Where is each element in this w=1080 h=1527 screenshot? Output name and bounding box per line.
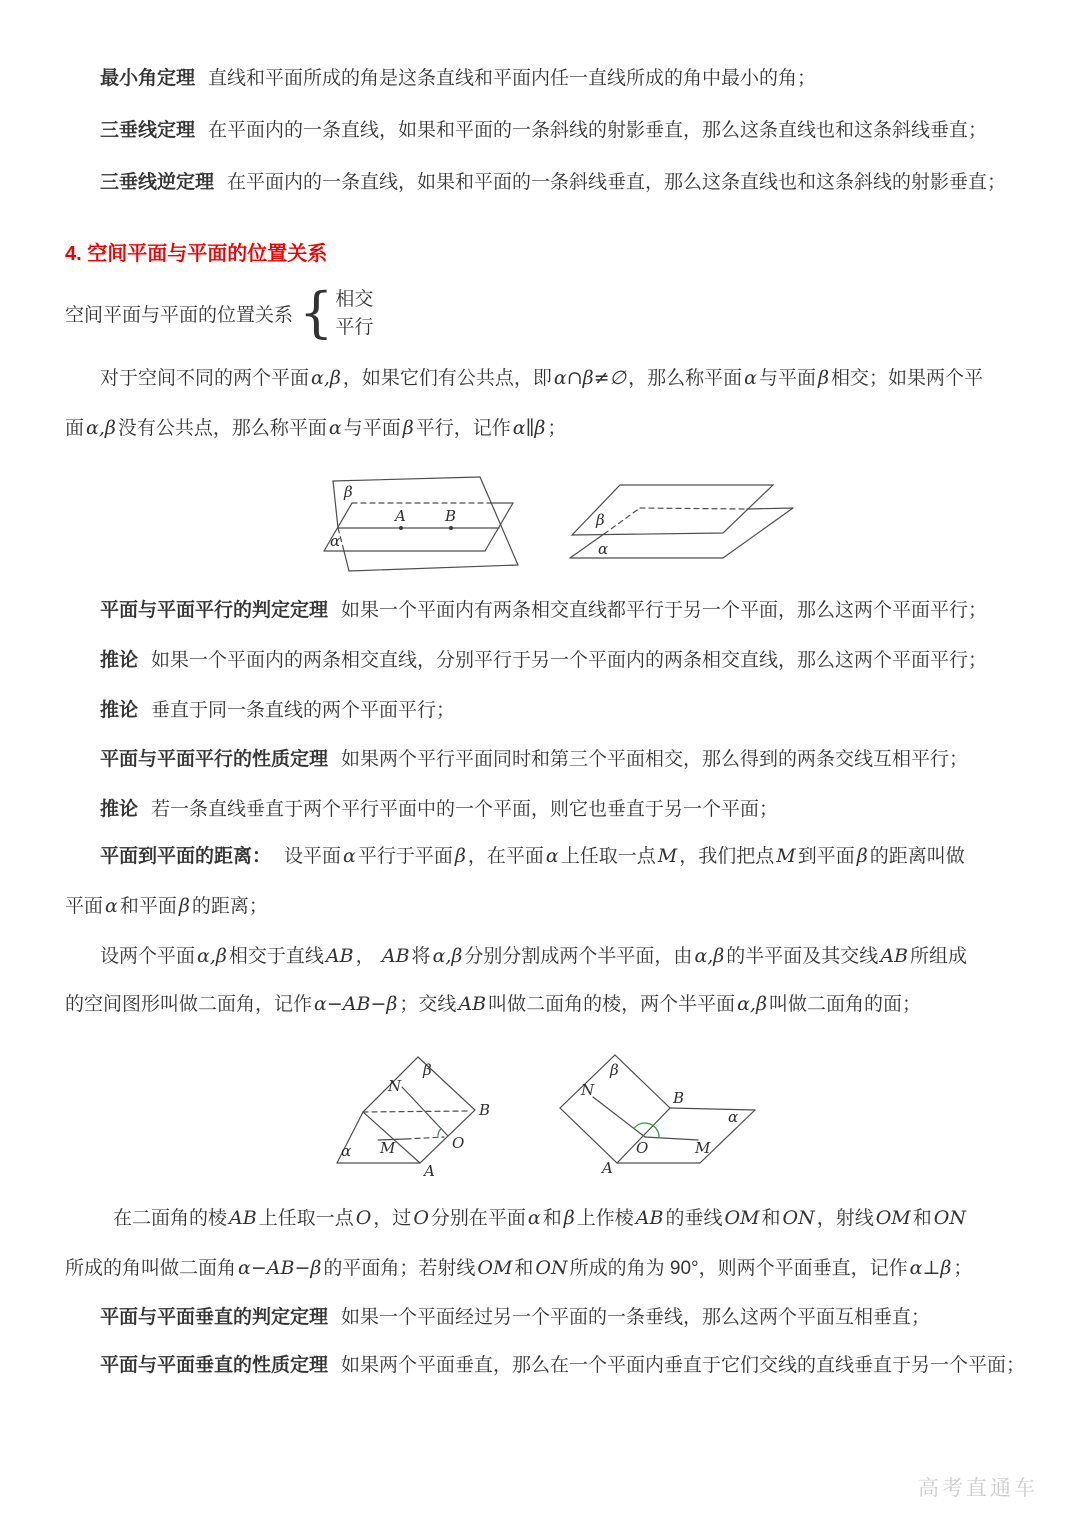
text-run: ，过	[373, 1208, 412, 1229]
text-run: ，	[355, 946, 380, 967]
math-expression: α	[105, 895, 118, 917]
bold-term: 三垂线定理	[100, 120, 196, 141]
text-run: 对于空间不同的两个平面	[100, 368, 310, 389]
text-run: 没有公共点，那么称平面	[117, 418, 327, 439]
text-run: 的平面角；若射线	[323, 1258, 476, 1279]
text-run: 如果两个平面垂直，那么在一个平面内垂直于它们交线的直线垂直于另一个平面；	[341, 1355, 1026, 1376]
math-expression: β	[856, 845, 868, 867]
figure-dihedral-angle-right	[552, 1043, 797, 1188]
math-expression: α,β	[432, 945, 463, 967]
label-point-N: N	[581, 1081, 595, 1099]
math-expression: β	[402, 417, 414, 439]
text-run: ，射线	[816, 1208, 874, 1229]
text-run: 如果两个平行平面同时和第三个平面相交，那么得到的两条交线互相平行；	[341, 749, 969, 770]
text-run: 所成的角叫做二面角	[65, 1258, 237, 1279]
label-point-A: A	[424, 1162, 435, 1180]
label-alpha: α	[330, 532, 341, 550]
math-expression: α,β	[694, 945, 725, 967]
bold-term: 推论	[100, 650, 139, 671]
text-run: 面	[65, 418, 85, 439]
math-expression: α,β	[737, 993, 767, 1015]
label-beta: β	[596, 511, 605, 529]
math-expression: AB	[325, 945, 354, 967]
text-line	[65, 1193, 972, 1243]
math-expression: α,β	[86, 417, 116, 439]
math-expression: α,β	[311, 367, 341, 389]
text-run: 的距离叫做	[869, 846, 965, 867]
math-expression: AB	[458, 993, 487, 1015]
math-expression: α−AB−β	[238, 1257, 322, 1279]
text-run: 相交；如果两个平	[830, 368, 983, 389]
math-expression: AB	[229, 1207, 257, 1229]
text-run: 分别分割成两个半平面，由	[464, 946, 693, 967]
text-run: 和	[542, 1208, 562, 1229]
bold-term: 推论	[100, 799, 139, 820]
text-run: 和	[761, 1208, 781, 1229]
paragraph-intersecting-planes	[65, 353, 983, 453]
math-expression: OM	[875, 1207, 911, 1229]
math-expression: α∩β≠∅	[553, 367, 627, 389]
paragraph-plane-angle	[65, 1193, 972, 1293]
case-intersect: 相交	[335, 288, 374, 310]
text-run: 相交于直线	[228, 946, 324, 967]
text-line	[65, 353, 983, 403]
text-run: 将	[411, 946, 431, 967]
bold-term: 三垂线逆定理	[100, 172, 215, 193]
text-line	[65, 157, 1006, 209]
math-expression: β	[817, 367, 829, 389]
math-expression: OM	[477, 1257, 513, 1279]
text-run: 的半平面及其交线	[726, 946, 879, 967]
text-run: 在二面角的棱	[113, 1208, 228, 1229]
math-expression: α	[545, 845, 559, 867]
text-run: 上任取一点	[560, 846, 656, 867]
text-line	[65, 105, 1006, 157]
text-line	[65, 1243, 972, 1293]
text-run: 如果一个平面内的两条相交直线，分别平行于另一个平面内的两条相交直线，那么这两个平面平行；	[151, 650, 988, 671]
text-line	[65, 1342, 1025, 1390]
math-expression: α	[527, 1207, 541, 1229]
bold-term: 平面到平面的距离：	[100, 846, 272, 867]
label-point-A: A	[602, 1159, 613, 1177]
watermark: 高考直通车	[918, 1477, 1038, 1500]
text-run: 的距离；	[191, 896, 268, 917]
text-run: 设平面	[284, 846, 342, 867]
text-line	[65, 53, 1006, 105]
bold-term: 推论	[100, 700, 139, 721]
text-run: 和平面	[119, 896, 177, 917]
paragraph-dihedral-angle	[65, 932, 967, 1028]
text-run: ；	[953, 1258, 973, 1279]
text-line	[65, 831, 965, 881]
figure-dihedral-angle-left	[328, 1043, 513, 1188]
text-run: 垂直于同一条直线的两个平面平行；	[151, 700, 456, 721]
text-run: 在平面内的一条直线，如果和平面的一条斜线垂直，那么这条直线也和这条斜线的射影垂直；	[227, 172, 1007, 193]
label-alpha: α	[341, 1142, 352, 1160]
label-point-N: N	[388, 1077, 402, 1095]
text-run: 的空间图形叫做二面角，记作	[65, 994, 313, 1015]
text-line	[65, 686, 987, 736]
math-expression: OM	[724, 1207, 760, 1229]
label-point-B: B	[479, 1101, 491, 1119]
text-run: 平面	[65, 896, 104, 917]
text-run: ，如果它们有公共点，即	[342, 368, 552, 389]
label-point-A: A	[395, 507, 406, 525]
text-run: 和	[912, 1208, 932, 1229]
formula-cases	[335, 288, 373, 338]
bold-term: 平面与平面垂直的判定定理	[100, 1307, 329, 1328]
math-expression: β	[563, 1207, 575, 1229]
text-run: ；	[547, 418, 567, 439]
text-run: 到平面	[797, 846, 855, 867]
bold-term: 平面与平面垂直的性质定理	[100, 1355, 329, 1376]
formula-lead-text: 空间平面与平面的位置关系	[65, 303, 294, 326]
text-run: 如果一个平面经过另一个平面的一条垂线，那么这两个平面互相垂直；	[341, 1307, 931, 1328]
math-expression: AB	[635, 1207, 664, 1229]
text-run: 与平面	[343, 418, 401, 439]
bold-term: 平面与平面平行的判定定理	[100, 600, 329, 621]
text-line	[65, 980, 967, 1028]
math-expression: α,β	[197, 945, 227, 967]
math-expression: O	[355, 1207, 372, 1229]
label-alpha: α	[598, 540, 609, 558]
math-expression: AB	[880, 945, 908, 967]
text-run: 在平面内的一条直线，如果和平面的一条斜线的射影垂直，那么这条直线也和这条斜线垂直；	[208, 120, 988, 141]
math-expression: AB	[381, 945, 410, 967]
label-alpha: α	[728, 1108, 739, 1126]
text-line	[65, 1294, 1025, 1342]
label-point-M: M	[695, 1139, 711, 1157]
text-run: ，那么称平面	[628, 368, 743, 389]
figure-intersecting-planes	[318, 463, 540, 589]
text-line	[65, 636, 987, 686]
math-expression: O	[413, 1207, 429, 1229]
case-parallel: 平行	[335, 316, 374, 338]
text-line	[65, 881, 965, 931]
text-run: 直线和平面所成的角是这条直线和平面内任一直线所成的角中最小的角；	[208, 68, 817, 89]
math-expression: M	[657, 845, 678, 867]
theorems-plane-parallel-property	[65, 735, 968, 835]
math-expression: ON	[933, 1207, 966, 1229]
text-run: 上作棱	[576, 1208, 634, 1229]
bold-term: 平面与平面平行的性质定理	[100, 749, 329, 770]
label-beta: β	[423, 1061, 432, 1079]
theorems-plane-perpendicular	[65, 1294, 1025, 1390]
text-line	[65, 932, 967, 980]
math-expression: β	[454, 845, 466, 867]
math-expression: ON	[782, 1207, 815, 1229]
text-run: 平行，记作	[415, 418, 511, 439]
bold-term: 最小角定理	[100, 68, 196, 89]
text-run: 如果一个平面内有两条相交直线都平行于另一个平面，那么这两个平面平行；	[341, 600, 988, 621]
text-run: 若一条直线垂直于两个平行平面中的一个平面，则它也垂直于另一个平面；	[151, 799, 779, 820]
theorems-plane-parallel	[65, 586, 987, 736]
text-run: 叫做二面角的面；	[768, 994, 921, 1015]
math-expression: α	[744, 367, 757, 389]
math-expression: α−AB−β	[314, 993, 398, 1015]
label-point-O: O	[452, 1134, 465, 1152]
label-beta: β	[610, 1061, 619, 1079]
figure-parallel-planes	[560, 468, 805, 588]
text-run: 平行于平面	[357, 846, 453, 867]
math-expression: α	[343, 845, 356, 867]
text-run: 设两个平面	[100, 946, 196, 967]
text-run: 与平面	[758, 368, 816, 389]
label-point-O: O	[636, 1139, 649, 1157]
section-heading: 4. 空间平面与平面的位置关系	[65, 243, 328, 265]
math-expression: α⊥β	[909, 1257, 952, 1279]
text-run: ；交线	[399, 994, 457, 1015]
math-expression: α∥β	[512, 417, 546, 439]
label-point-M: M	[380, 1139, 396, 1157]
text-line	[65, 403, 983, 453]
text-run: 分别在平面	[430, 1208, 526, 1229]
text-line	[65, 586, 987, 636]
math-expression: β	[178, 895, 190, 917]
label-point-B: B	[445, 507, 457, 525]
left-brace: {	[299, 281, 334, 344]
label-point-B: B	[673, 1089, 685, 1107]
math-expression: M	[776, 845, 796, 867]
text-run: 叫做二面角的棱，两个半平面	[488, 994, 736, 1015]
paragraph-plane-distance	[65, 831, 965, 931]
math-expression: α	[328, 417, 342, 439]
label-beta: β	[344, 483, 353, 501]
formula-position-relations	[65, 281, 373, 345]
intro-theorems	[65, 53, 1006, 209]
text-run: 上任取一点	[258, 1208, 354, 1229]
math-expression: ON	[535, 1257, 568, 1279]
text-run: 和	[514, 1258, 534, 1279]
text-run: 的垂线	[665, 1208, 723, 1229]
text-run: 所成的角为 90°，则两个平面垂直，记作	[569, 1258, 908, 1279]
text-run: 所组成	[910, 946, 968, 967]
text-run: ，我们把点	[679, 846, 775, 867]
text-line	[65, 785, 968, 835]
text-run: ，在平面	[467, 846, 544, 867]
text-line	[65, 735, 968, 785]
